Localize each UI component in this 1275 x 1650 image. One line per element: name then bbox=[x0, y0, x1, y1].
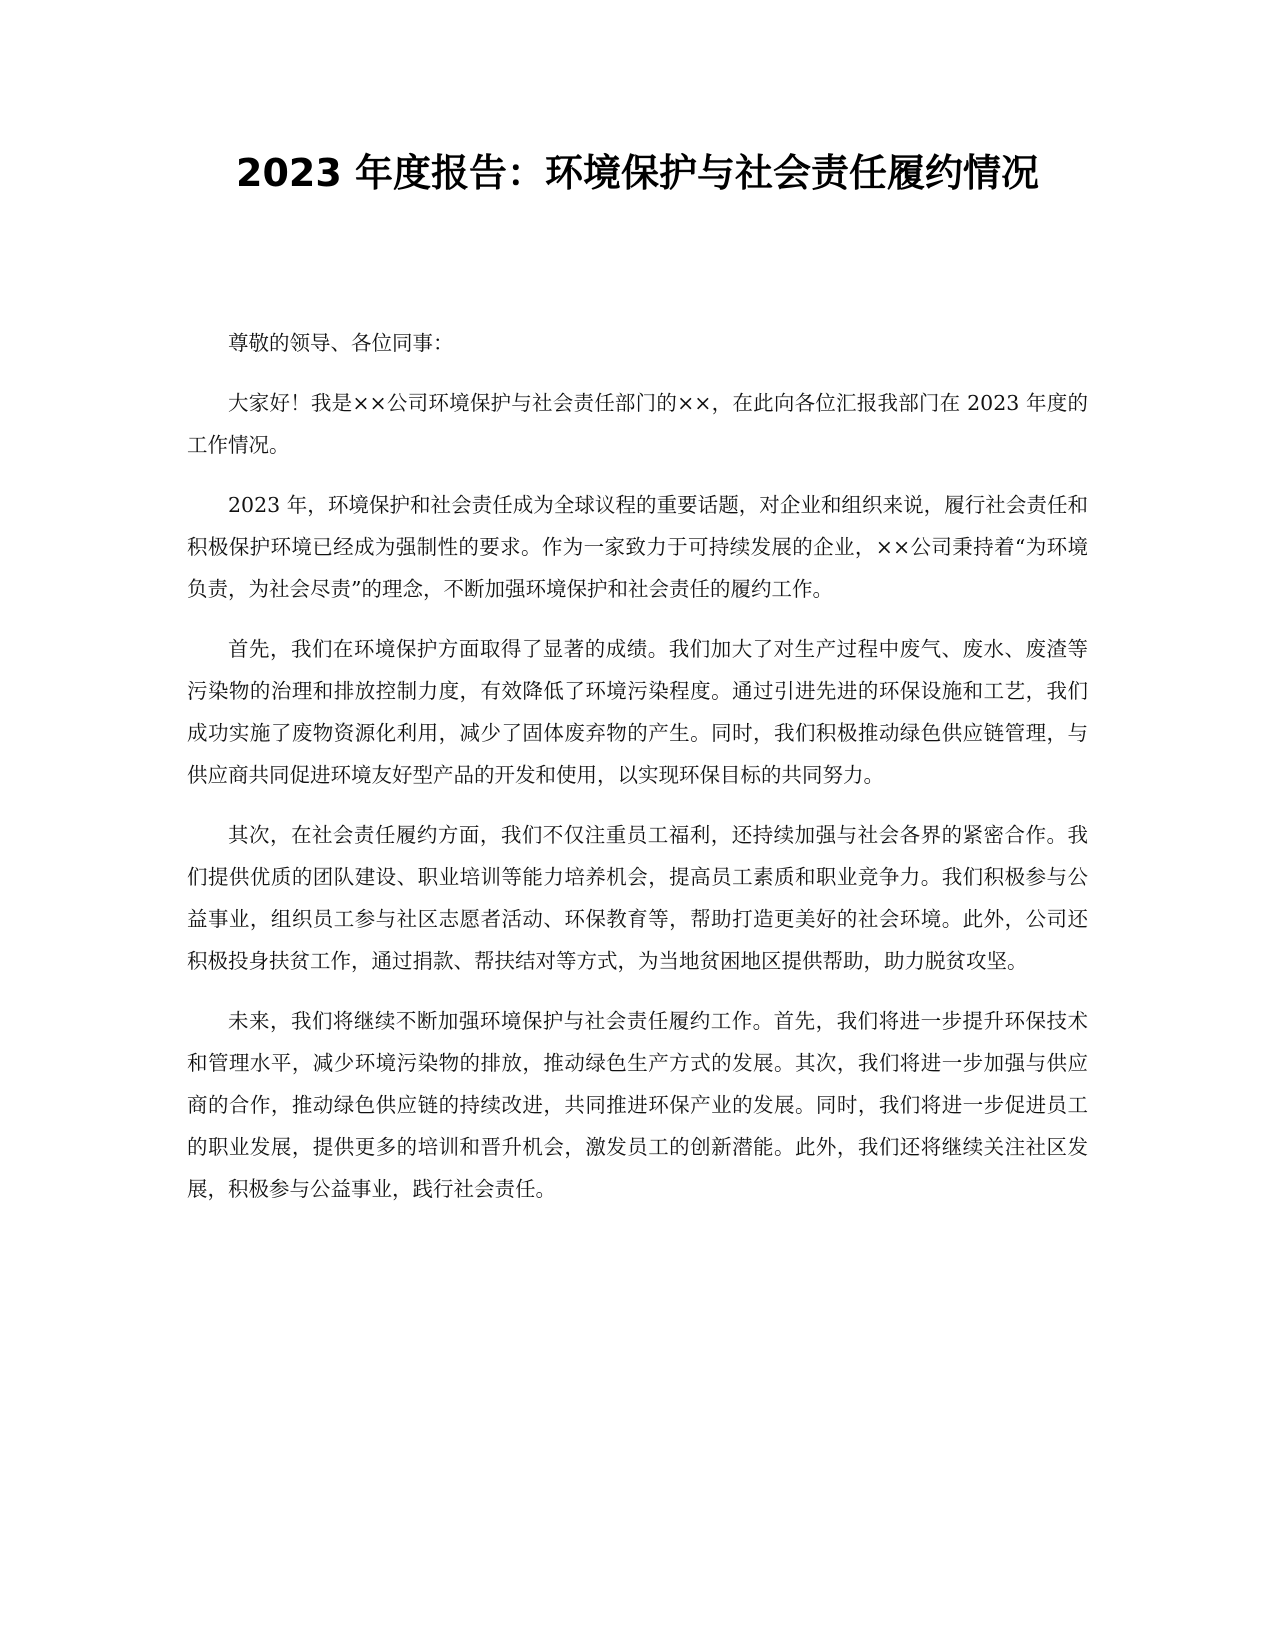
paragraph-environment: 首先，我们在环境保护方面取得了显著的成绩。我们加大了对生产过程中废气、废水、废渣等污染物的治理和排放控制力度，有效降低了环境污染程度。通过引进先进的环保设施和工艺，我们成功实施了废物资源化利用，减少了固体废弃物的产生。同时，我们积极推动绿色供应链管理，与供应商共同促进环境友好型产品的开发和使用，以实现环保目标的共同努力。 bbox=[187, 637, 1088, 787]
document-body bbox=[187, 322, 1088, 1228]
greeting: 尊敬的领导、各位同事： bbox=[228, 331, 454, 355]
paragraph-social-responsibility: 其次，在社会责任履约方面，我们不仅注重员工福利，还持续加强与社会各界的紧密合作。我们提供优质的团队建设、职业培训等能力培养机会，提高员工素质和职业竞争力。我们积极参与公益事业，组织员工参与社区志愿者活动、环保教育等，帮助打造更美好的社会环境。此外，公司还积极投身扶贫工作，通过捐款、帮扶结对等方式，为当地贫困地区提供帮助，助力脱贫攻坚。 bbox=[187, 823, 1088, 973]
paragraph-future-plans: 未来，我们将继续不断加强环境保护与社会责任履约工作。首先，我们将进一步提升环保技术和管理水平，减少环境污染物的排放，推动绿色生产方式的发展。其次，我们将进一步加强与供应商的合作，推动绿色供应链的持续改进，共同推进环保产业的发展。同时，我们将进一步促进员工的职业发展，提供更多的培训和晋升机会，激发员工的创新潜能。此外，我们还将继续关注社区发展，积极参与公益事业，践行社会责任。 bbox=[187, 1009, 1088, 1201]
paragraph-introduction: 大家好！我是××公司环境保护与社会责任部门的××，在此向各位汇报我部门在 2023 年度的工作情况。 bbox=[187, 391, 1088, 457]
paragraph-background: 2023 年，环境保护和社会责任成为全球议程的重要话题，对企业和组织来说，履行社会责任和积极保护环境已经成为强制性的要求。作为一家致力于可持续发展的企业，××公司秉持着“为环境负责，为社会尽责”的理念，不断加强环境保护和社会责任的履约工作。 bbox=[187, 493, 1088, 601]
document-title: 2023 年度报告：环境保护与社会责任履约情况 bbox=[236, 151, 1039, 195]
